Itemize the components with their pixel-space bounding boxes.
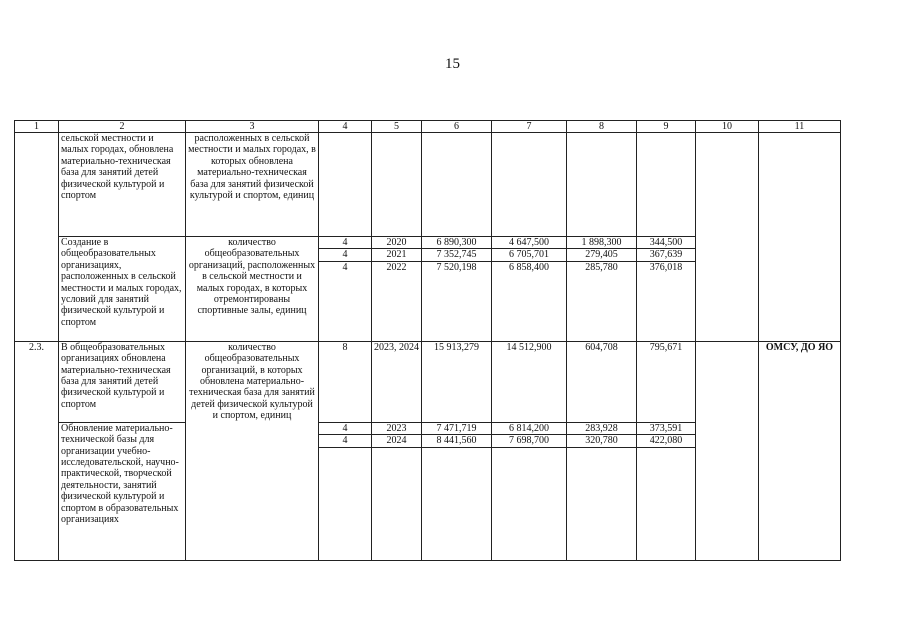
value-cell: 6 814,200 [492,422,567,434]
indicator-cell: количество общеобразовательных организаций, в которых обновлена материально-техническая база для занятий детей физической культурой и спортом, единиц [186,341,319,560]
value-cell: 1 898,300 [567,237,637,249]
value-cell: 283,928 [567,422,637,434]
value-cell: 4 [319,261,372,341]
empty-cell [696,341,759,560]
value-cell: 4 [319,422,372,434]
year-cell: 2022 [372,261,422,341]
program-table [14,120,841,561]
column-numbers-row [15,121,841,133]
event-name-cell: сельской местности и малых городах, обновлена материально-техническая база для занятий детей физической культурой и спортом [59,133,186,237]
value-cell: 8 [319,341,372,422]
value-cell: 795,671 [637,341,696,422]
value-cell: 4 647,500 [492,237,567,249]
executor-cell: ОМСУ, ДО ЯО [759,341,841,560]
value-cell: 15 913,279 [422,341,492,422]
value-cell: 14 512,900 [492,341,567,422]
value-cell: 344,500 [637,237,696,249]
col-number: 6 [422,121,492,133]
value-cell: 6 890,300 [422,237,492,249]
col-number: 2 [59,121,186,133]
value-cell: 373,591 [637,422,696,434]
value-cell: 320,780 [567,435,637,447]
value-cell: 6 705,701 [492,249,567,261]
value-cell: 4 [319,237,372,249]
year-cell: 2023, 2024 [372,341,422,422]
col-number: 9 [637,121,696,133]
value-cell: 8 441,560 [422,435,492,447]
value-cell: 285,780 [567,261,637,341]
col-number: 4 [319,121,372,133]
value-cell: 279,405 [567,249,637,261]
col-number: 1 [15,121,59,133]
value-cell: 7 698,700 [492,435,567,447]
value-cell: 422,080 [637,435,696,447]
value-cell: 367,639 [637,249,696,261]
col-number: 11 [759,121,841,133]
col-number: 5 [372,121,422,133]
empty-cell [696,133,759,342]
row-number-cell [15,133,59,342]
value-cell: 376,018 [637,261,696,341]
year-cell: 2023 [372,422,422,434]
table-row [15,341,841,422]
empty-cell [759,133,841,237]
event-name-cell: Обновление материально-технической базы для организации учебно-исследовательской, научно-практической, творческой деятельности, занятий физической культурой и спортом в образовательных организациях [59,422,186,560]
value-cell: 4 [319,249,372,261]
row-number-cell: 2.3. [15,341,59,560]
col-number: 10 [696,121,759,133]
indicator-cell: расположенных в сельской местности и малых городах, в которых обновлена материально-техническая база для занятий физической культурой и спортом, единиц [186,133,319,237]
value-cell: 604,708 [567,341,637,422]
year-cell: 2024 [372,435,422,447]
table-row [15,133,841,237]
value-cell: 6 858,400 [492,261,567,341]
event-name-cell: В общеобразовательных организациях обновлена материально-техническая база для занятий детей физической культурой и спортом [59,341,186,422]
value-cell: 4 [319,435,372,447]
page-number: 15 [445,56,460,72]
empty-cell [759,237,841,342]
col-number: 3 [186,121,319,133]
value-cell: 7 352,745 [422,249,492,261]
value-cell: 7 520,198 [422,261,492,341]
event-name-cell: Создание в общеобразовательных организациях, расположенных в сельской местности и малых городах, условий для занятий физической культурой и спортом [59,237,186,342]
col-number: 8 [567,121,637,133]
indicator-cell: количество общеобразовательных организаций, расположенных в сельской местности и малых городах, в которых отремонтированы спортивные залы, единиц [186,237,319,342]
year-cell: 2021 [372,249,422,261]
value-cell: 7 471,719 [422,422,492,434]
col-number: 7 [492,121,567,133]
year-cell: 2020 [372,237,422,249]
